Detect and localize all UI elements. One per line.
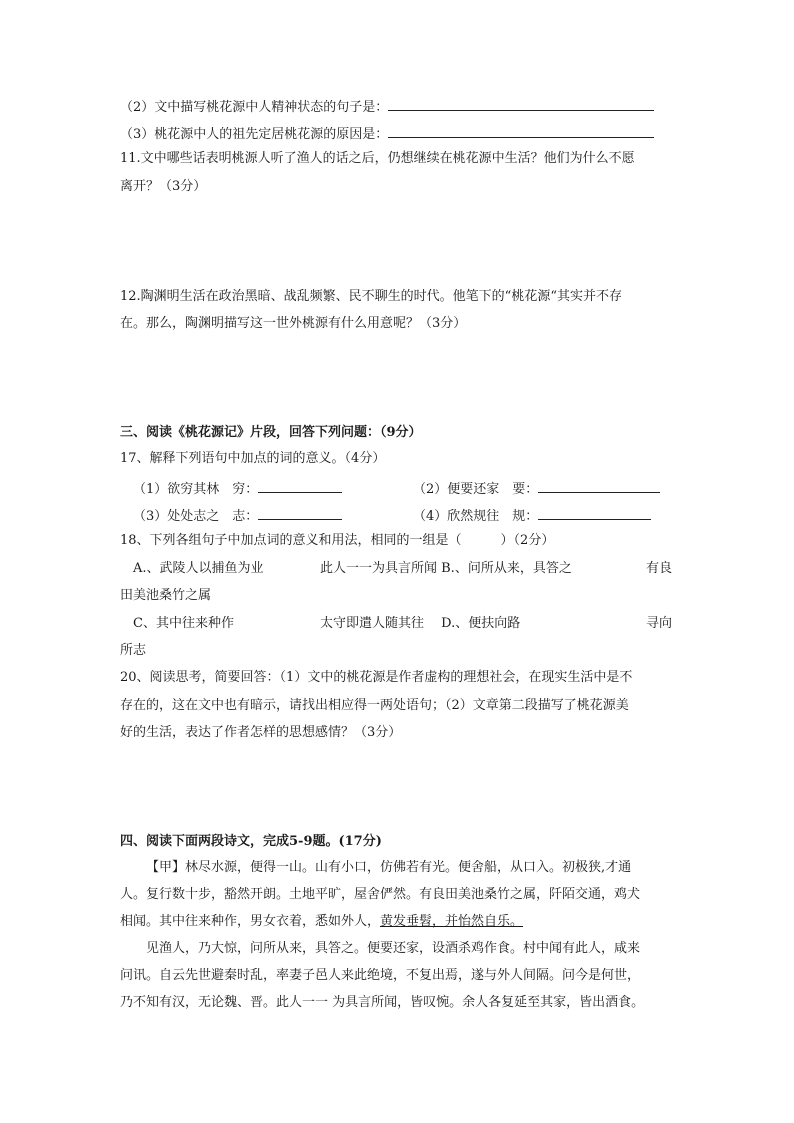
q20-line2: 存在的，这在文中也有暗示，请找出相应得一两处语句；（2）文章第二段描写了桃花源美 [120, 698, 629, 713]
q10-sub3 [120, 123, 654, 144]
q11-line1: 11.文中哪些话表明桃源人听了渔人的话之后，仍想继续在桃花源中生活？他们为什么不愿 [120, 151, 635, 166]
section4-heading: 四、阅读下面两段诗文，完成5-9题。(17分) [120, 834, 382, 849]
q18-option-d-end: 寻向 [646, 616, 673, 631]
section3-heading: 三、阅读《桃花源记》片段，回答下列问题：（9分） [120, 425, 422, 440]
passage-jia-line2: 人。复行数十步，豁然开朗。土地平旷，屋舍俨然。有良田美池桑竹之属，阡陌交通，鸡犬 [120, 887, 641, 902]
q18-title: 18、下列各组句子中加点词的意义和用法，相同的一组是（ ）（2分） [120, 533, 555, 548]
q10-sub2-answer-line[interactable] [388, 96, 654, 111]
q18-option-b-end: 有良 [646, 561, 673, 576]
q17-item-1 [133, 478, 342, 499]
q10-sub3-answer-line[interactable] [388, 123, 654, 138]
q10-sub2-text: （2）文中描写桃花源中人精神状态的句子是： [120, 100, 389, 115]
passage-jia-line3-plain: 相闻。其中往来种作，男女衣着，悉如外人， [120, 914, 381, 929]
q17-item-2-answer-line[interactable] [538, 478, 660, 493]
passage-jia-line3 [120, 913, 523, 931]
q20-line3: 好的生活，表达了作者怎样的思想感情？（3分） [120, 725, 402, 740]
q17-item-1-text: （1）欲穷其林 穷： [133, 482, 259, 497]
passage-jia-line1: 【甲】林尽水源，便得一山。山有小口，仿佛若有光。便舍船，从口入。初极狭,才通 [146, 860, 632, 875]
q18-option-c-d: 太守即遣人随其往 D.、便扶向路 [320, 616, 521, 631]
q10-sub2 [120, 96, 654, 117]
passage-p2-line3: 乃不知有汉，无论魏、晋。此人一一 为具言所闻，皆叹惋。余人各复延至其家，皆出酒食。 [120, 995, 645, 1010]
passage-p2-line1: 见渔人，乃大惊，问所从来，具答之。便要还家，设酒杀鸡作食。村中闻有此人，咸来 [146, 941, 641, 956]
q17-item-4-text: （4）欣然规往 规： [413, 509, 539, 524]
q17-item-1-answer-line[interactable] [258, 478, 342, 493]
q17-item-2-text: （2）便要还家 要： [413, 482, 539, 497]
q18-option-c: C、其中往来种作 [133, 616, 234, 631]
q12-line2: 在。那么，陶渊明描写这一世外桃源有什么用意呢？（3分） [120, 316, 467, 331]
q17-item-4-answer-line[interactable] [538, 505, 651, 520]
q20-line1: 20、阅读思考，简要回答：（1）文中的桃花源是作者虚构的理想社会，在现实生活中是不 [120, 670, 633, 685]
q17-item-3-text: （3）处处志之 志： [133, 509, 259, 524]
q17-title: 17、解释下列语句中加点的词的意义。（4分） [120, 451, 386, 466]
q18-option-a: A.、武陵人以捕鱼为业 [133, 561, 264, 576]
q17-item-3 [133, 505, 342, 526]
passage-p2-line2: 问讯。自云先世避秦时乱，率妻子邑人来此绝境，不复出焉，遂与外人间隔。问今是何世， [120, 968, 641, 983]
q18-option-d-cont: 所志 [120, 643, 147, 658]
q18-option-a-b: 此人一一为具言所闻 B.、问所从来，具答之 [320, 561, 572, 576]
q18-option-b-cont: 田美池桑竹之属 [120, 588, 212, 603]
q17-item-3-answer-line[interactable] [258, 505, 342, 520]
passage-jia-line3-underlined: 黄发垂髫，并怡然自乐。 [380, 914, 524, 929]
q10-sub3-text: （3）桃花源中人的祖先定居桃花源的原因是： [120, 127, 389, 142]
q12-line1: 12.陶渊明生活在政治黑暗、战乱频繁、民不聊生的时代。他笔下的“桃花源“其实并不存 [120, 289, 622, 304]
q17-item-4 [413, 505, 651, 526]
q11-line2: 离开？（3分） [120, 179, 207, 194]
q17-item-2 [413, 478, 660, 499]
